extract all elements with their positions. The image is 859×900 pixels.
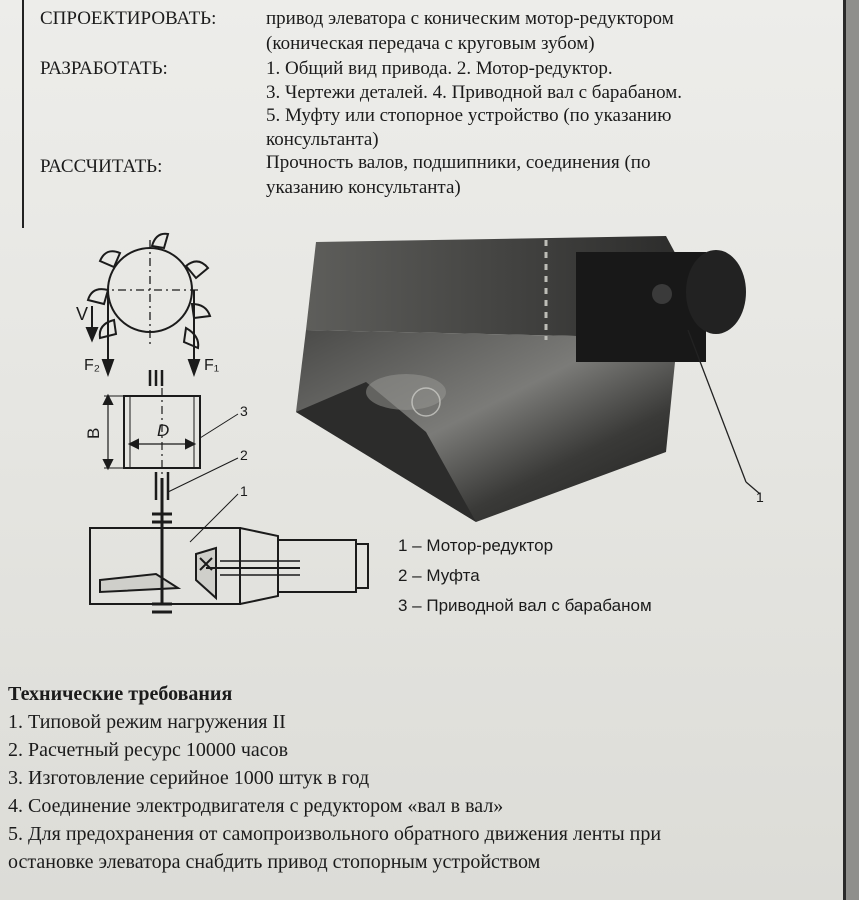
width-b-label: B [84, 427, 103, 439]
motor-body-rect [278, 540, 356, 592]
calc-text-line-1: Прочность валов, подшипники, соединения (по [266, 152, 651, 173]
design-row [40, 8, 266, 30]
callout-3: 3 [240, 403, 248, 419]
technical-item-2: 2. Расчетный ресурс 10000 часов [8, 739, 289, 761]
design-text-line-2: (коническая передача с круговым зубом) [266, 33, 595, 54]
calc-label: РАССЧИТАТЬ: [40, 156, 163, 177]
diameter-d-label: D [157, 421, 170, 440]
velocity-label: V [76, 304, 89, 324]
develop-text-line-1: 1. Общий вид привода. 2. Мотор-редуктор. [266, 58, 613, 79]
photo-callout-1: 1 [756, 489, 764, 505]
design-text-line-1: привод элеватора с коническим мотор-редуктором [266, 8, 674, 29]
bucket-shape [184, 328, 198, 348]
design-label: СПРОЕКТИРОВАТЬ: [40, 8, 217, 29]
technical-item-4: 4. Соединение электродвигателя с редуктором «вал в вал» [8, 795, 504, 817]
page-frame-line [22, 0, 24, 228]
legend-item-3: 3 – Приводной вал с барабаном [398, 596, 652, 615]
bucket-shape [88, 289, 108, 304]
force-f2-label: F₂ [84, 357, 100, 374]
develop-label: РАЗРАБОТАТЬ: [40, 58, 168, 79]
technical-item-5: 5. Для предохранения от самопроизвольного обратного движения ленты при [8, 823, 662, 845]
callout-1: 1 [240, 483, 248, 499]
technical-requirements-title: Технические требования [8, 683, 233, 705]
develop-text-line-3: 5. Муфту или стопорное устройство (по указанию [266, 105, 672, 126]
develop-text-line-4: консультанта) [266, 129, 379, 150]
technical-item-3: 3. Изготовление серийное 1000 штук в год [8, 767, 370, 789]
gearbox-housing-rect [90, 528, 240, 604]
motor-gearbox-photo [276, 232, 776, 532]
force-f1-label: F₁ [204, 357, 220, 374]
motor-block [576, 252, 706, 362]
callout-2: 2 [240, 447, 248, 463]
calc-text-line-2: указанию консультанта) [266, 177, 461, 198]
legend-item-1: 1 – Мотор-редуктор [398, 536, 554, 555]
develop-row [40, 58, 266, 80]
legend-item-2: 2 – Муфта [398, 566, 480, 585]
calc-row [40, 156, 266, 178]
technical-item-5-continued: остановке элеватора снабдить привод стопорным устройством [8, 851, 541, 873]
bucket-shape [152, 234, 168, 248]
technical-item-1: 1. Типовой режим нагружения II [8, 711, 286, 733]
develop-text-line-2: 3. Чертежи деталей. 4. Приводной вал с барабаном. [266, 82, 683, 103]
